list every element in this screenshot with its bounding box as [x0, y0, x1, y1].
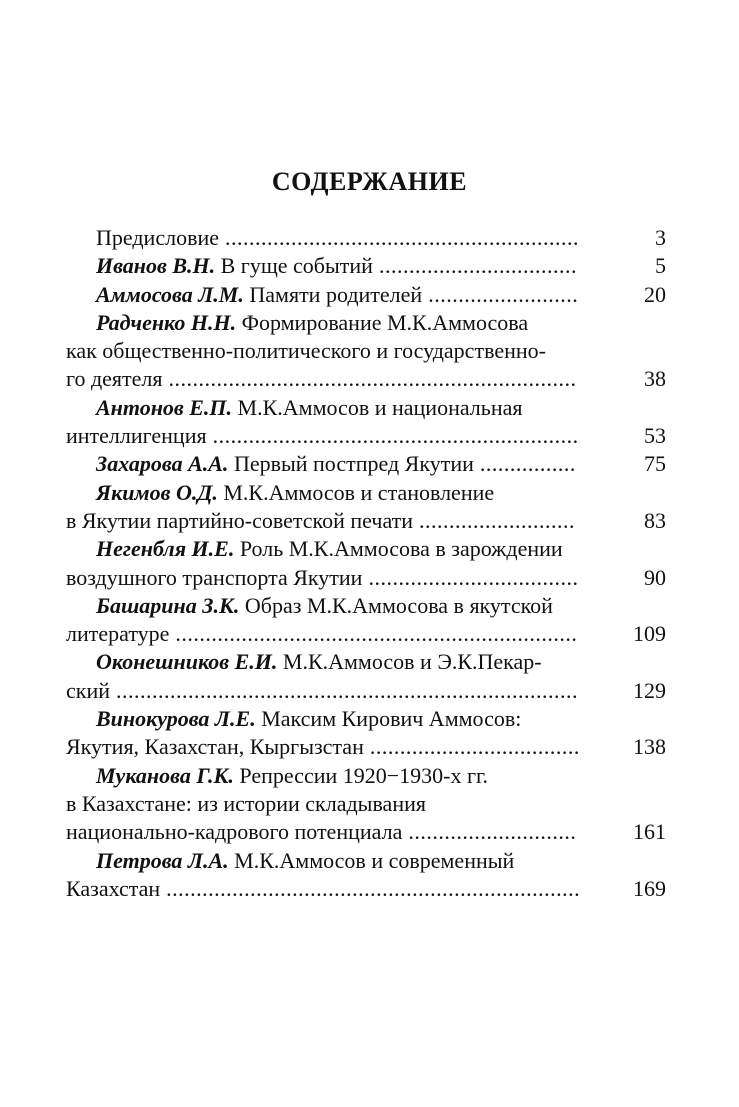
toc-line [66, 281, 666, 309]
page-number: 161 [633, 819, 666, 845]
toc-line [66, 479, 666, 507]
author-name: Башарина З.К. [96, 592, 240, 618]
page-number: 38 [644, 366, 666, 392]
entry-title: Максим Кирович Аммосов: [261, 706, 522, 732]
entry-title: в Казахстане: из истории складывания [66, 790, 426, 816]
toc-line [66, 394, 666, 422]
toc-entry [66, 592, 666, 649]
toc-line [66, 337, 666, 365]
leader-dots: ................................. [372, 253, 577, 279]
leader-dots: ................ [473, 451, 576, 477]
toc-entry [66, 479, 666, 536]
toc-line [66, 790, 666, 818]
entry-title: М.К.Аммосов и национальная [237, 394, 523, 420]
page-number: 169 [633, 875, 666, 901]
entry-title: го деятеля [66, 366, 163, 392]
author-name: Захарова А.А. [96, 451, 229, 477]
toc-line [66, 847, 666, 875]
toc-line [66, 507, 666, 535]
page-number: 20 [644, 281, 666, 307]
toc-entry [66, 847, 666, 904]
entry-title: интеллигенция [66, 423, 207, 449]
page-number: 5 [655, 253, 666, 279]
page-number: 75 [644, 451, 666, 477]
toc-line [66, 422, 666, 450]
entry-title: М.К.Аммосов и становление [223, 479, 495, 505]
author-name: Радченко Н.Н. [96, 309, 237, 335]
toc-line [66, 818, 666, 846]
leader-dots: ............................................................. [206, 423, 579, 449]
leader-dots: ............................ [402, 819, 577, 845]
entry-title: Формирование М.К.Аммосова [241, 309, 529, 335]
author-name: Аммосова Л.М. [96, 281, 244, 307]
leader-dots: .................................................................... [162, 366, 577, 392]
toc-line [66, 733, 666, 761]
entry-title: М.К.Аммосов и Э.К.Пекар- [282, 649, 542, 675]
author-name: Оконешников Е.И. [96, 649, 278, 675]
page-number: 83 [644, 507, 666, 533]
leader-dots: ..................................................................... [160, 875, 581, 901]
entry-title: Предисловие [96, 225, 219, 250]
toc-line [66, 677, 666, 705]
entry-title: литературе [66, 621, 170, 647]
toc-entry [66, 224, 666, 252]
toc-line [66, 365, 666, 393]
entry-title: Якутия, Казахстан, Кыргызстан [66, 734, 364, 760]
toc-entry [66, 309, 666, 394]
table-of-contents [66, 224, 666, 903]
toc-entry [66, 648, 666, 705]
page-number: 3 [655, 225, 666, 250]
entry-title: М.К.Аммосов и современный [234, 847, 515, 873]
entry-title: В гуще событий [220, 253, 373, 279]
leader-dots: ........................................................... [219, 225, 579, 250]
toc-line [66, 564, 666, 592]
leader-dots: ................................... [363, 734, 580, 760]
leader-dots: ................................................................... [169, 621, 578, 647]
entry-title: воздушного транспорта Якутии [66, 564, 363, 590]
page-title: СОДЕРЖАНИЕ [271, 167, 468, 196]
entry-title: Образ М.К.Аммосова в якутской [244, 592, 553, 618]
leader-dots: ......................... [422, 281, 579, 307]
toc-entry [66, 450, 666, 478]
entry-title: Репрессии 1920−1930-х гг. [239, 762, 489, 788]
author-name: Антонов Е.П. [96, 394, 233, 420]
page-number: 109 [633, 621, 666, 647]
toc-entry [66, 281, 666, 309]
page-number: 138 [633, 734, 666, 760]
toc-line [66, 620, 666, 648]
page-number: 53 [644, 423, 666, 449]
leader-dots: ............................................................................. [110, 677, 578, 703]
toc-line [66, 875, 666, 903]
toc-line [66, 705, 666, 733]
toc-line [66, 309, 666, 337]
entry-title: ский [66, 677, 110, 703]
entry-title: в Якутии партийно-советской печати [66, 507, 414, 533]
author-name: Негенбля И.Е. [96, 536, 235, 562]
page-number: 90 [644, 564, 666, 590]
toc-line [66, 224, 666, 252]
toc-line [66, 535, 666, 563]
entry-title: Памяти родителей [249, 281, 423, 307]
toc-line [66, 592, 666, 620]
entry-title: Роль М.К.Аммосова в зарождении [239, 536, 563, 562]
toc-line [66, 252, 666, 280]
page-number: 129 [633, 677, 666, 703]
toc-entry [66, 705, 666, 762]
author-name: Якимов О.Д. [96, 479, 218, 505]
entry-title: национально-кадрового потенциала [66, 819, 403, 845]
toc-line [66, 450, 666, 478]
author-name: Иванов В.Н. [96, 253, 216, 279]
toc-entry [66, 394, 666, 451]
leader-dots: ................................... [362, 564, 579, 590]
entry-title: как общественно-политического и государственно- [66, 338, 546, 364]
leader-dots: .......................... [413, 507, 576, 533]
author-name: Винокурова Л.Е. [96, 706, 256, 732]
toc-entry [66, 252, 666, 280]
toc-entry [66, 762, 666, 847]
toc-line [66, 648, 666, 676]
entry-title: Первый постпред Якутии [233, 451, 474, 477]
entry-title: Казахстан [66, 875, 161, 901]
author-name: Петрова Л.А. [96, 847, 229, 873]
toc-entry [66, 535, 666, 592]
toc-line [66, 762, 666, 790]
author-name: Муканова Г.К. [96, 762, 234, 788]
